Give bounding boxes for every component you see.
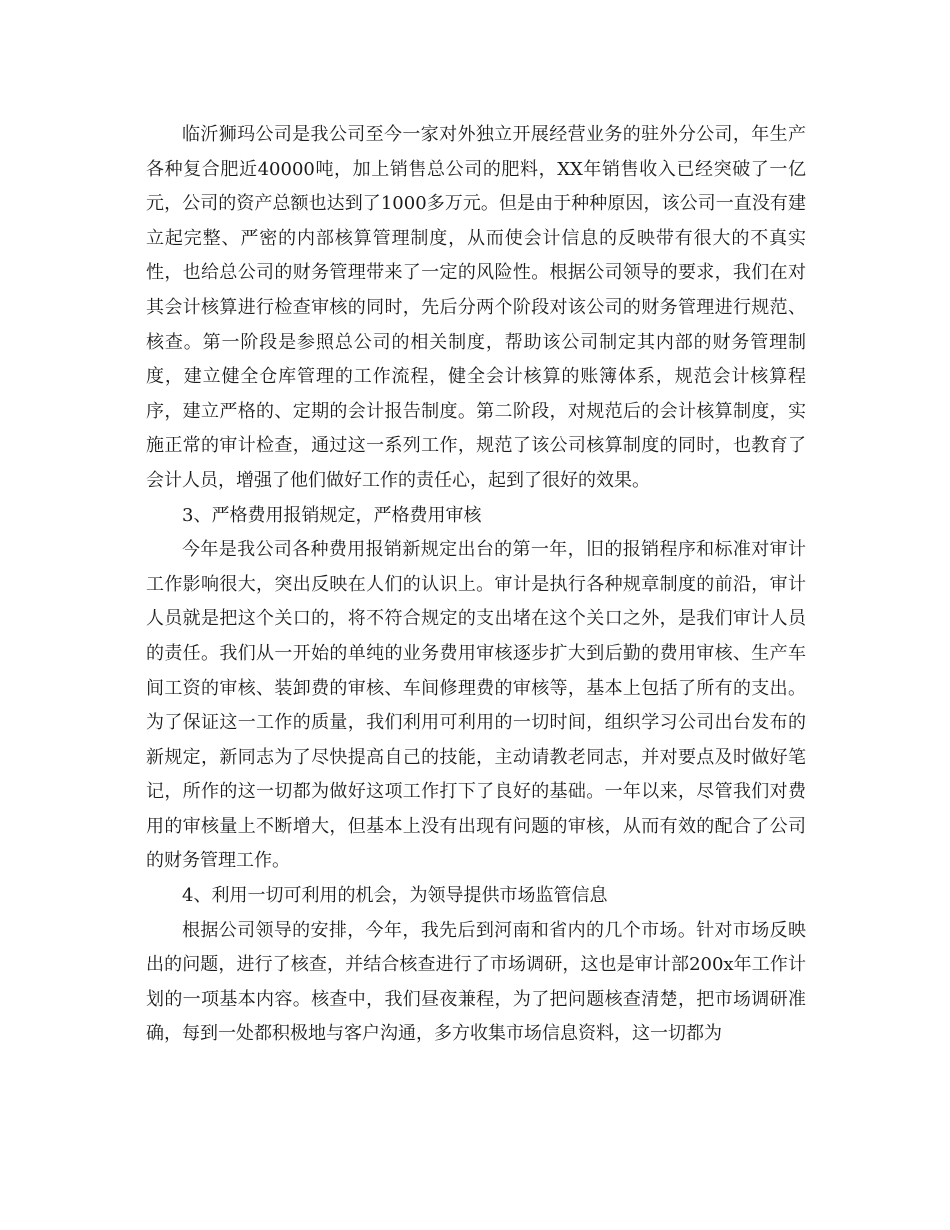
section-heading-market-info: 4、利用一切可利用的机会，为领导提供市场监管信息 bbox=[182, 885, 608, 907]
section-heading-expense-rules: 3、严格费用报销规定，严格费用审核 bbox=[182, 504, 482, 526]
paragraph-market-inspection: 根据公司领导的安排，今年，我先后到河南和省内的几个市场。针对市场反映出的问题，进行了核查，并结合核查进行了市场调研，这也是审计部200x年工作计划的一项基本内容。核查中，我们昼夜兼程，为了把问题核查清楚，把市场调研准确，每到一处都积极地与客户沟通，多方收集市场信息资料，这一切都为 bbox=[146, 919, 806, 1045]
paragraph-linyi-company: 临沂狮玛公司是我公司至今一家对外独立开展经营业务的驻外分公司，年生产各种复合肥近40000吨，加上销售总公司的肥料，XX年销售收入已经突破了一亿元，公司的资产总额也达到了1000多万元。但是由于种种原因，该公司一直没有建立起完整、严密的内部核算管理制度，从而使会计信息的反映带有很大的不真实性，也给总公司的财务管理带来了一定的风险性。根据公司领导的要求，我们在对其会计核算进行检查审核的同时，先后分两个阶段对该公司的财务管理进行规范、核查。第一阶段是参照总公司的相关制度，帮助该公司制定其内部的财务管理制度，建立健全仓库管理的工作流程，健全会计核算的账簿体系，规范会计核算程序，建立严格的、定期的会计报告制度。第二阶段，对规范后的会计核算制度，实施正常的审计检查，通过这一系列工作，规范了该公司核算制度的同时，也教育了会计人员，增强了他们做好工作的责任心，起到了很好的效果。 bbox=[146, 124, 806, 491]
paragraph-expense-review: 今年是我公司各种费用报销新规定出台的第一年，旧的报销程序和标准对审计工作影响很大，突出反映在人们的认识上。审计是执行各种规章制度的前沿，审计人员就是把这个关口的，将不符合规定的支出堵在这个关口之外，是我们审计人员的责任。我们从一开始的单纯的业务费用审核逐步扩大到后勤的费用审核、生产车间工资的审核、装卸费的审核、车间修理费的审核等，基本上包括了所有的支出。为了保证这一工作的质量，我们利用可利用的一切时间，组织学习公司出台发布的新规定，新同志为了尽快提高自己的技能，主动请教老同志，并对要点及时做好笔记，所作的这一切都为做好这项工作打下了良好的基础。一年以来，尽管我们对费用的审核量上不断增大，但基本上没有出现有问题的审核，从而有效的配合了公司的财务管理工作。 bbox=[146, 539, 806, 872]
document-body bbox=[146, 118, 806, 1052]
